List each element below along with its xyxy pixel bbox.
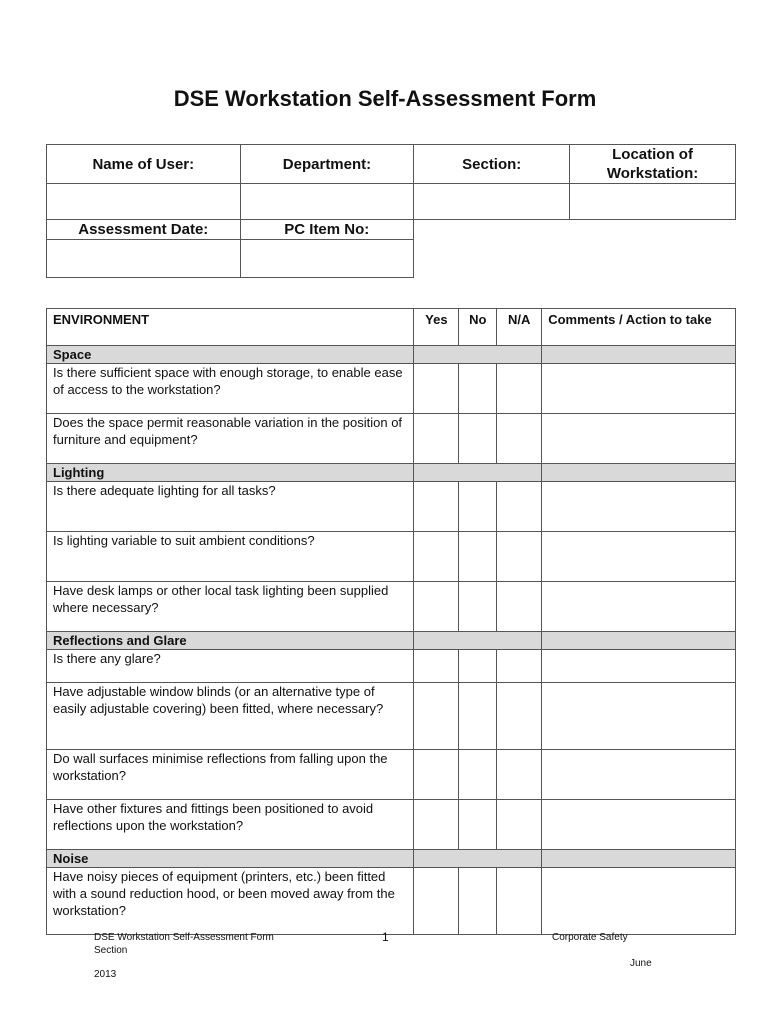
name-of-user-label: Name of User: — [47, 145, 241, 184]
comments-cell[interactable] — [542, 364, 736, 414]
footer-page-number: 1 — [382, 930, 389, 944]
no-header: No — [459, 309, 497, 346]
pc-item-no-field[interactable] — [240, 240, 413, 278]
yes-cell[interactable] — [414, 482, 459, 532]
no-cell[interactable] — [459, 868, 497, 935]
assessment-date-field[interactable] — [47, 240, 241, 278]
question-text: Is there any glare? — [47, 650, 414, 683]
na-cell[interactable] — [497, 800, 542, 850]
section-heading-filler — [414, 632, 542, 650]
no-cell[interactable] — [459, 532, 497, 582]
section-heading-filler — [542, 464, 736, 482]
footer-department: Corporate Safety — [552, 932, 628, 943]
footer-year: 2013 — [94, 969, 117, 980]
comments-cell[interactable] — [542, 683, 736, 750]
footer-month: June — [630, 958, 652, 969]
no-cell[interactable] — [459, 364, 497, 414]
footer-section-word: Section — [94, 945, 128, 956]
na-cell[interactable] — [497, 582, 542, 632]
question-text: Have other fixtures and fittings been positioned to avoid reflections upon the workstation? — [47, 800, 414, 850]
yes-cell[interactable] — [414, 683, 459, 750]
location-label — [570, 145, 736, 184]
name-of-user-field[interactable] — [47, 184, 241, 220]
na-cell[interactable] — [497, 650, 542, 683]
section-heading-lighting: Lighting — [47, 464, 414, 482]
department-field[interactable] — [240, 184, 414, 220]
page-title: DSE Workstation Self-Assessment Form — [173, 86, 597, 111]
na-cell[interactable] — [497, 868, 542, 935]
pc-item-no-label: PC Item No: — [240, 220, 413, 240]
section-heading-noise: Noise — [47, 850, 414, 868]
section-label: Section: — [414, 145, 570, 184]
user-info-table — [46, 144, 736, 220]
comments-cell[interactable] — [542, 750, 736, 800]
no-cell[interactable] — [459, 582, 497, 632]
na-cell[interactable] — [497, 683, 542, 750]
department-label: Department: — [240, 145, 414, 184]
yes-cell[interactable] — [414, 800, 459, 850]
comments-cell[interactable] — [542, 650, 736, 683]
section-heading-filler — [414, 464, 542, 482]
section-heading-filler — [414, 346, 542, 364]
question-text: Does the space permit reasonable variation in the position of furniture and equipment? — [47, 414, 414, 464]
na-cell[interactable] — [497, 532, 542, 582]
question-text: Have noisy pieces of equipment (printers, etc.) been fitted with a sound reduction hood, or been moved away from the workstation? — [47, 868, 414, 935]
question-text: Is there adequate lighting for all tasks? — [47, 482, 414, 532]
assessment-info-table — [46, 219, 414, 278]
section-heading-filler — [414, 850, 542, 868]
location-label-text: Location of Workstation: — [606, 146, 699, 182]
na-cell[interactable] — [497, 482, 542, 532]
yes-cell[interactable] — [414, 532, 459, 582]
comments-header: Comments / Action to take — [542, 309, 736, 346]
no-cell[interactable] — [459, 800, 497, 850]
yes-cell[interactable] — [414, 414, 459, 464]
section-heading-reflections: Reflections and Glare — [47, 632, 414, 650]
comments-cell[interactable] — [542, 800, 736, 850]
footer-doc-name: DSE Workstation Self-Assessment Form — [94, 932, 274, 943]
section-heading-space: Space — [47, 346, 414, 364]
location-field[interactable] — [570, 184, 736, 220]
assessment-date-label: Assessment Date: — [47, 220, 241, 240]
question-text: Have desk lamps or other local task lighting been supplied where necessary? — [47, 582, 414, 632]
no-cell[interactable] — [459, 683, 497, 750]
yes-cell[interactable] — [414, 650, 459, 683]
no-cell[interactable] — [459, 482, 497, 532]
no-cell[interactable] — [459, 750, 497, 800]
yes-header: Yes — [414, 309, 459, 346]
comments-cell[interactable] — [542, 868, 736, 935]
question-text: Is there sufficient space with enough storage, to enable ease of access to the workstation? — [47, 364, 414, 414]
question-text: Have adjustable window blinds (or an alternative type of easily adjustable covering) been fitted, where necessary? — [47, 683, 414, 750]
yes-cell[interactable] — [414, 868, 459, 935]
yes-cell[interactable] — [414, 582, 459, 632]
comments-cell[interactable] — [542, 482, 736, 532]
na-cell[interactable] — [497, 414, 542, 464]
section-heading-filler — [542, 632, 736, 650]
no-cell[interactable] — [459, 650, 497, 683]
no-cell[interactable] — [459, 414, 497, 464]
section-field[interactable] — [414, 184, 570, 220]
environment-assessment-table — [46, 308, 736, 935]
question-text: Is lighting variable to suit ambient conditions? — [47, 532, 414, 582]
comments-cell[interactable] — [542, 532, 736, 582]
yes-cell[interactable] — [414, 750, 459, 800]
na-header: N/A — [497, 309, 542, 346]
question-text: Do wall surfaces minimise reflections from falling upon the workstation? — [47, 750, 414, 800]
na-cell[interactable] — [497, 364, 542, 414]
yes-cell[interactable] — [414, 364, 459, 414]
section-heading-filler — [542, 346, 736, 364]
comments-cell[interactable] — [542, 582, 736, 632]
na-cell[interactable] — [497, 750, 542, 800]
environment-header: ENVIRONMENT — [47, 309, 414, 346]
comments-cell[interactable] — [542, 414, 736, 464]
section-heading-filler — [542, 850, 736, 868]
